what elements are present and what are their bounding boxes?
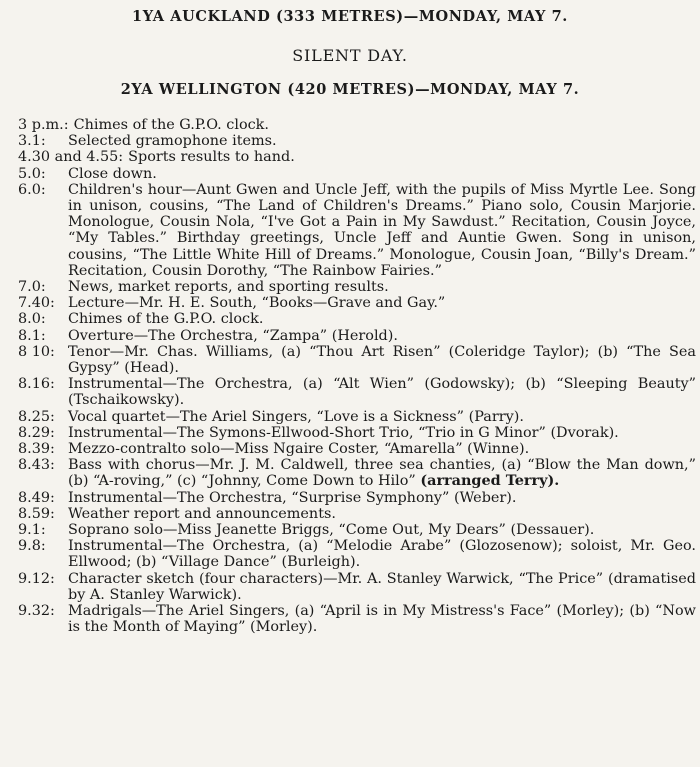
entry-time: 8.43:: [18, 457, 55, 474]
list-item: [18, 522, 696, 538]
entry-time: 8.29:: [18, 424, 55, 441]
list-item: [18, 376, 696, 408]
entry-text: News, market reports, and sporting results.: [68, 279, 389, 296]
entry-text: Instrumental—The Orchestra, (a) “Alt Wien” (Godowsky); (b) “Sleeping Beauty” (Tschaikowsky).: [68, 376, 696, 409]
entry-text: Children's hour—Aunt Gwen and Uncle Jeff, with the pupils of Miss Myrtle Lee. Song in unison, cousins, “The Land of Children's Dreams.” Piano solo, Cousin Marjorie. Monologue, Cousin Nola, “I've Got a Pain in My Sawdust.” Recitation, Cousin Joyce, “My Tables.” Birthday greetings, Uncle Jeff and Auntie Gwen. Song in unison, cousins, “The Little White Hill of Dreams.” Monologue, Cousin Joan, “Billy's Dream.” Recitation, Cousin Dorothy, “The Rainbow Fairies.”: [68, 181, 696, 279]
entry-text: Madrigals—The Ariel Singers, (a) “April is in My Mistress's Face” (Morley); (b) “Now is the Month of Maying” (Morley).: [68, 603, 696, 636]
entry-text: Mezzo-contralto solo—Miss Ngaire Coster, “Amarella” (Winne).: [68, 441, 530, 458]
list-item: [18, 490, 696, 506]
arranger-note: (arranged Terry).: [420, 472, 560, 490]
entry-text: Tenor—Mr. Chas. Williams, (a) “Thou Art Risen” (Coleridge Taylor); (b) “The Sea Gypsy” (Head).: [68, 343, 696, 377]
entry-time: 7.40:: [18, 295, 55, 312]
list-item: [18, 279, 696, 295]
entry-time: 8.0:: [18, 311, 46, 328]
entry-text: Lecture—Mr. H. E. South, “Books—Grave and Gay.”: [68, 295, 446, 312]
entry-text: Soprano solo—Miss Jeanette Briggs, “Come Out, My Dears” (Dessauer).: [68, 522, 595, 539]
list-item: [18, 506, 696, 522]
list-item: [18, 571, 696, 603]
entry-time: 9.1:: [18, 522, 46, 539]
entry-text: Weather report and announcements.: [68, 505, 336, 522]
list-item: [18, 441, 696, 457]
list-item: [18, 311, 696, 327]
list-item: [18, 344, 696, 376]
list-item: [18, 457, 696, 489]
entry-text: Instrumental—The Orchestra, (a) “Melodie Arabe” (Glozosenow); soloist, Mr. Geo. Ellwood; (b) “Village Dance” (Burleigh).: [68, 538, 696, 571]
entry-time: 8.25:: [18, 408, 55, 425]
entry-text: Overture—The Orchestra, “Zampa” (Herold).: [68, 327, 398, 344]
list-item: [18, 328, 696, 344]
entry-time: 3.1:: [18, 133, 46, 150]
entry-text: Close down.: [68, 165, 157, 182]
entry-text: Instrumental—The Symons-Ellwood-Short Trio, “Trio in G Minor” (Dvorak).: [68, 424, 619, 441]
entry-time: 4.30 and 4.55:: [18, 149, 124, 166]
entry-time: 3 p.m.:: [18, 117, 69, 133]
list-item: [18, 149, 696, 165]
entry-time: 7.0:: [18, 279, 46, 296]
list-item: [18, 295, 696, 311]
entry-text: Character sketch (four characters)—Mr. A. Stanley Warwick, “The Price” (dramatised by A. Stanley Warwick).: [68, 570, 696, 603]
list-item: [18, 117, 696, 133]
list-item: [18, 603, 696, 635]
entry-time: 8 10:: [18, 343, 55, 360]
entry-text: Chimes of the G.P.O. clock.: [73, 117, 269, 133]
entry-time: 9.12:: [18, 570, 55, 587]
entry-time: 9.8:: [18, 538, 46, 555]
entry-text-main: Bass with chorus—Mr. J. M. Caldwell, three sea chanties, (a) “Blow the Man down,” (b) “A-roving,” (c) “Johnny, Come Down to Hilo”: [68, 457, 696, 490]
entry-text: Vocal quartet—The Ariel Singers, “Love is a Sickness” (Parry).: [68, 408, 524, 425]
entry-text: [68, 457, 696, 489]
entry-time: 8.39:: [18, 441, 55, 458]
entry-text: Chimes of the G.P.O. clock.: [68, 311, 264, 328]
entry-time: 8.1:: [18, 327, 46, 344]
list-item: [18, 182, 696, 279]
list-item: [18, 409, 696, 425]
entry-text: Sports results to hand.: [128, 149, 295, 166]
silent-day-heading: SILENT DAY.: [292, 46, 408, 65]
programme-list: [18, 117, 696, 636]
entry-time: 9.32:: [18, 603, 55, 620]
entry-time: 8.49:: [18, 489, 55, 506]
auckland-heading: 1YA AUCKLAND (333 METRES)—MONDAY, MAY 7.: [132, 8, 568, 25]
entry-time: 8.59:: [18, 505, 55, 522]
list-item: [18, 166, 696, 182]
entry-time: 5.0:: [18, 165, 46, 182]
entry-time: 8.16:: [18, 376, 55, 393]
entry-text: Selected gramophone items.: [68, 133, 277, 150]
entry-text: Instrumental—The Orchestra, “Surprise Symphony” (Weber).: [68, 489, 517, 506]
list-item: [18, 425, 696, 441]
list-item: [18, 133, 696, 149]
entry-time: 6.0:: [18, 181, 46, 198]
wellington-heading: 2YA WELLINGTON (420 METRES)—MONDAY, MAY 7.: [120, 81, 580, 98]
list-item: [18, 538, 696, 570]
